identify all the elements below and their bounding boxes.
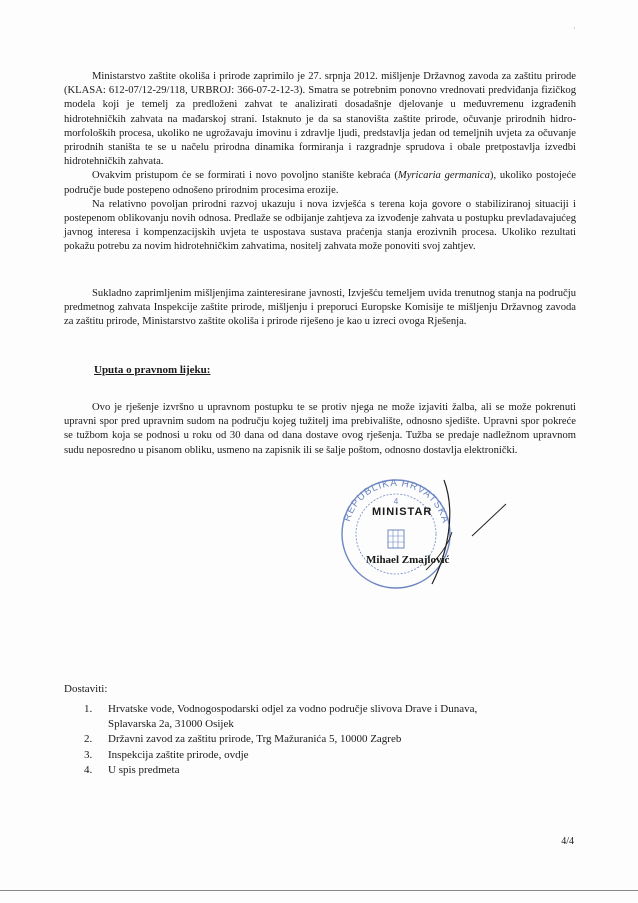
recipients-list [84, 702, 564, 778]
paragraph-opinion [64, 70, 576, 255]
stamp-arc-text: REPUBLIKA HRVATSKA [341, 477, 451, 526]
list-item: 3. Inspekcija zaštite prirode, ovdje [84, 748, 249, 761]
scan-edge-line [0, 890, 638, 891]
scan-mark: · [573, 24, 576, 33]
paragraph-1c: Na relativno povoljan prirodni razvoj ukazuju i nova izvješća s terena koja govore o stabiliziranoj situaciji i postepenom oblikovanju novih odnosa. Predlaže se odbijanje zahtjeva za izvođenje zahvata u postupku prevladavajućeg javnog interesa i kompenzacijskih uvjeta te uspostava sustava praćenja stanja erozivnih procesa. Ukoliko rezultati pokažu potrebu za novim hidrotehničkim zahvatima, nositelj zahvata može ponoviti svoj zahtjev. [64, 198, 576, 253]
paragraph-1b [64, 169, 576, 197]
official-stamp [328, 472, 468, 590]
coat-of-arms-icon [388, 530, 404, 548]
signature-name: Mihael Zmajlović [366, 554, 450, 566]
paragraph-2: Sukladno zaprimljenim mišljenjima zainteresirane javnosti, Izvješću temeljem uvida trenutnog stanja na području predmetnog zahvata Inspekcije zaštite prirode, mišljenju i preporuci Europske Komisije te mišljenju Državnog zavoda za zaštitu prirode, Ministarstvo zaštite okoliša i prirode riješeno je kao u izreci ovoga Rješenja. [64, 288, 576, 328]
paragraph-legal-remedy [64, 401, 576, 458]
paragraph-1b-post: ), ukoliko postojeće područje bude postepeno odnošeno prirodnim procesima erozije. [64, 170, 576, 196]
list-item: 2. Državni zavod za zaštitu prirode, Trg Mažuranića 5, 10000 Zagreb [84, 733, 402, 746]
paragraph-conclusion [64, 287, 576, 330]
list-item: 4. U spis predmeta [84, 763, 180, 776]
signature-title: MINISTAR [372, 506, 433, 518]
list-item: 1. Hrvatske vode, Vodnogospodarski odjel za vodno područje slivova Drave i Dunava, Splavarska 2a, 31000 Osijek [84, 703, 478, 731]
legal-remedy-heading: Uputa o pravnom lijeku: [94, 364, 211, 376]
paragraph-1b-pre: Ovakvim pristupom će se formirati i novo povoljno stanište kebraća ( [92, 170, 398, 182]
recipients-label: Dostaviti: [64, 683, 108, 695]
page-number: 4/4 [561, 836, 574, 847]
stamp-number: 4 [393, 497, 399, 506]
paragraph-3: Ovo je rješenje izvršno u upravnom postupku te se protiv njega ne može izjaviti žalba, ali se može pokrenuti upravni spor pred upravnim sudom na području kojeg tužitelj ima prebivalište, odnosno sjedište. Upravni spor pokreće se tužbom koja se podnosi u roku od 30 dana od dana dostave ovog rješenja. Tužba se predaje nadležnom upravnom sudu neposredno u pisanom obliku, usmeno na zapisnik ili se šalje poštom, odnosno dostavlja elektronički. [64, 402, 576, 456]
species-name: Myricaria germanica [397, 170, 490, 182]
signature-tick [470, 500, 510, 540]
paragraph-1a: Ministarstvo zaštite okoliša i prirode zaprimilo je 27. srpnja 2012. mišljenje Državnog zavoda za zaštitu prirode (KLASA: 612-07/12-29/118, URBROJ: 366-07-2-12-3). Smatra se potrebnim ponovno vrednovati predviđanja fizičkog modela koji je temelj za predloženi zahvat te analizirati dosadašnje djelovanje u međuvremenu izgrađenih hidrotehničkih zahvata na mađarskoj strani. Istaknuto je da sa stanovišta zaštite prirode, očuvanje prirodnih hidro-morfoloških procesa, ukoliko ne ugrožavaju imovinu i zdravlje ljudi, predstavlja jedan od temeljnih uvjeta za očuvanje prirodnih staništa te se u načelu prirodna dinamika formiranja i razgradnje sprudova i obale pretpostavlja izvedbi hidrotehničkih zahvata. [64, 71, 576, 168]
